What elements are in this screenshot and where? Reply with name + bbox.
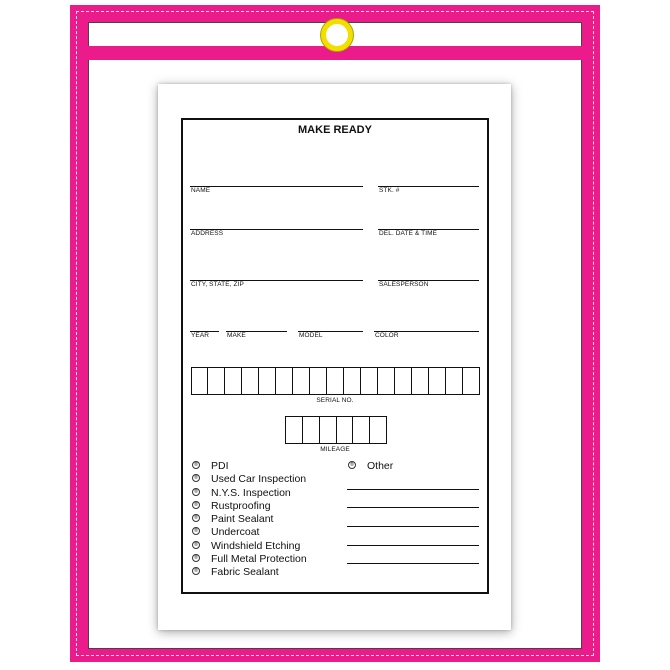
serial-box xyxy=(192,368,208,394)
checkbox-bullet-icon: ® xyxy=(192,554,200,562)
checkbox-bullet-icon: ® xyxy=(192,461,200,469)
serial-box xyxy=(242,368,259,394)
model-label: MODEL xyxy=(299,332,323,339)
serial-box xyxy=(327,368,344,394)
address-label: ADDRESS xyxy=(191,230,224,237)
serial-box xyxy=(276,368,293,394)
mileage-box xyxy=(337,417,353,443)
checkbox-bullet-icon: ® xyxy=(192,474,200,482)
checkbox-bullet-icon: ® xyxy=(192,527,200,535)
checkbox-bullet-icon: ® xyxy=(192,567,200,575)
mileage-box xyxy=(320,417,337,443)
other-line xyxy=(347,563,479,564)
other-line xyxy=(347,526,479,527)
checkbox-bullet-icon: ® xyxy=(192,541,200,549)
serial-label: SERIAL NO. xyxy=(316,397,354,404)
grommet-hole-icon xyxy=(321,19,353,51)
serial-box xyxy=(395,368,412,394)
mileage-box xyxy=(353,417,370,443)
serial-number-boxes xyxy=(191,367,480,395)
mileage-boxes xyxy=(285,416,387,444)
serial-box xyxy=(310,368,327,394)
year-label: YEAR xyxy=(191,332,210,339)
salesperson-label: SALESPERSON xyxy=(379,281,429,288)
other-line xyxy=(347,507,479,508)
other-line xyxy=(347,545,479,546)
stock-label: STK. # xyxy=(379,187,400,194)
mileage-box xyxy=(286,417,303,443)
name-line xyxy=(190,186,363,187)
mileage-box xyxy=(370,417,387,443)
mileage-box xyxy=(303,417,320,443)
serial-box xyxy=(378,368,395,394)
serial-box xyxy=(463,368,480,394)
mileage-label: MILEAGE xyxy=(320,446,350,453)
serial-box xyxy=(208,368,225,394)
make-label: MAKE xyxy=(227,332,246,339)
city-label: CITY, STATE, ZIP xyxy=(191,281,244,288)
checkbox-bullet-icon: ® xyxy=(348,461,356,469)
serial-box xyxy=(446,368,463,394)
name-label: NAME xyxy=(191,187,211,194)
serial-box xyxy=(344,368,361,394)
form-title: MAKE READY xyxy=(298,124,372,136)
checkbox-bullet-icon: ® xyxy=(192,501,200,509)
color-label: COLOR xyxy=(375,332,399,339)
serial-box xyxy=(293,368,310,394)
serial-box xyxy=(361,368,378,394)
serial-box xyxy=(225,368,242,394)
other-line xyxy=(347,489,479,490)
serial-box xyxy=(259,368,276,394)
checkbox-bullet-icon: ® xyxy=(192,514,200,522)
serial-box xyxy=(429,368,446,394)
delivery-label: DEL. DATE & TIME xyxy=(379,230,438,237)
checkbox-bullet-icon: ® xyxy=(192,488,200,496)
serial-box xyxy=(412,368,429,394)
